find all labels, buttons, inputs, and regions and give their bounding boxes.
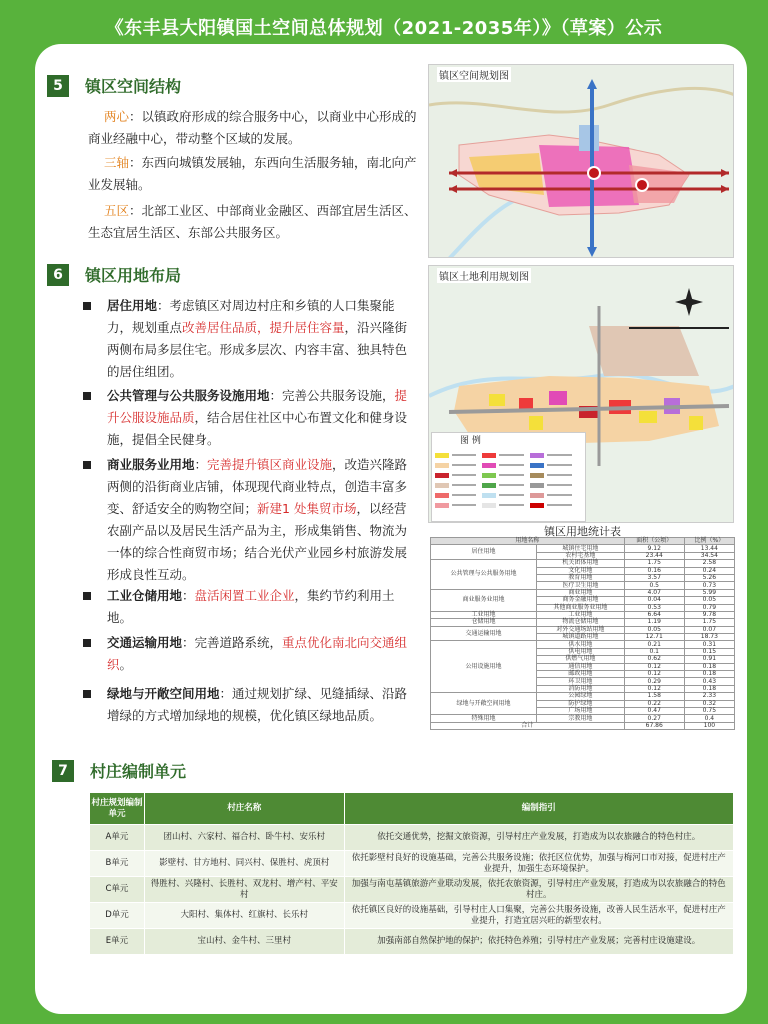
bullet-greenspace	[83, 683, 413, 727]
stats-row	[431, 715, 735, 722]
bullet-text: ，改造兴隆路两侧的沿街商业店铺，体现现代商业特点，创造丰富多变、舒适安全的购物空间；	[107, 457, 408, 516]
stats-row	[431, 560, 735, 567]
stats-cell-area: 23.44	[624, 552, 684, 559]
stats-cell-area: 1.58	[624, 693, 684, 700]
stats-cell-area: 12.71	[624, 634, 684, 641]
village-row	[90, 877, 734, 903]
village-cell-unit: D单元	[90, 903, 145, 929]
stats-cell-subtype: 公园绿地	[537, 693, 625, 700]
stats-cell-ratio: 2.58	[684, 560, 734, 567]
stats-cell-subtype: 广场用地	[537, 707, 625, 714]
legend-title: 图 例	[460, 436, 481, 446]
stats-cell-area: 0.04	[624, 597, 684, 604]
stats-cell-ratio: 9.78	[684, 611, 734, 618]
stats-cell-area: 0.12	[624, 671, 684, 678]
stats-cell-ratio: 0.31	[684, 641, 734, 648]
three-axes-label: 三轴	[104, 155, 130, 170]
stats-cell-subtype: 物流仓储用地	[537, 619, 625, 626]
village-cell-names: 团山村、六家村、福合村、卧牛村、安乐村	[144, 825, 344, 851]
bullet-text: ，沿兴隆街两侧布局多层住宅。形成多层次、内容丰富、独具特色的居住组团。	[107, 320, 408, 379]
stats-header-row	[431, 538, 735, 545]
map-legend	[431, 432, 586, 522]
stats-row	[431, 693, 735, 700]
bullet-square	[83, 461, 91, 469]
stats-cell-ratio: 0.43	[684, 678, 734, 685]
bullet-highlight: 盘活闲置工业企业	[194, 588, 295, 603]
section5-number: 5	[47, 75, 69, 97]
bullet-square	[83, 639, 91, 647]
stats-cell-ratio: 0.91	[684, 656, 734, 663]
stats-cell-ratio: 0.07	[684, 626, 734, 633]
stats-cell-category: 仓储用地	[431, 619, 537, 626]
stats-cell-category: 公共管理与公共服务用地	[431, 560, 537, 590]
stats-cell-area: 0.29	[624, 678, 684, 685]
stats-cell-area: 9.12	[624, 545, 684, 552]
section5-header	[47, 74, 181, 97]
stats-cell-area: 0.1	[624, 648, 684, 655]
stats-cell-ratio: 100	[684, 722, 734, 729]
stats-cell-area: 0.5	[624, 582, 684, 589]
stats-cell-ratio: 0.05	[684, 597, 734, 604]
stats-cell-area: 4.07	[624, 589, 684, 596]
bullet-text: ：完善道路系统，	[182, 635, 283, 650]
section7-header	[52, 759, 186, 782]
spatial-structure-map-graphic	[429, 65, 734, 258]
section5-title: 镇区空间结构	[85, 77, 182, 96]
stats-cell-subtype: 供电用地	[537, 648, 625, 655]
village-header-name: 村庄名称	[144, 793, 344, 825]
stats-cell-area: 3.57	[624, 574, 684, 581]
stats-title: 镇区用地统计表	[544, 525, 621, 538]
section5-para-1	[88, 106, 418, 150]
stats-cell-subtype: 教育用地	[537, 574, 625, 581]
bullet-commercial	[83, 454, 413, 586]
stats-cell-area: 0.12	[624, 663, 684, 670]
stats-cell-area: 6.64	[624, 611, 684, 618]
stats-cell-subtype: 供水用地	[537, 641, 625, 648]
stats-cell-area: 0.12	[624, 685, 684, 692]
section5-para-3	[88, 200, 418, 244]
bullet-label: 绿地与开敞空间用地	[107, 686, 220, 701]
village-cell-guide: 加强南部自然保护地的保护；依托特色养殖；引导村庄产业发展；完善村庄设施建设。	[344, 929, 733, 955]
stats-cell-subtype: 文化用地	[537, 567, 625, 574]
bullet-text: ：	[194, 457, 208, 472]
stats-cell-category: 合计	[431, 722, 625, 729]
five-zones-text: ：北部工业区、中部商业金融区、西部宜居生活区、生态宜居生活区、东部公共服务区。	[88, 203, 417, 240]
section7-title: 村庄编制单元	[90, 762, 187, 781]
village-cell-names: 得胜村、兴隆村、长胜村、双龙村、增产村、平安村	[144, 877, 344, 903]
village-unit-table	[89, 792, 734, 955]
stats-cell-subtype: 城镇住宅用地	[537, 545, 625, 552]
bullet-label: 交通运输用地	[107, 635, 183, 650]
bullet-highlight: 完善提升镇区商业设施	[207, 457, 333, 472]
stats-cell-area: 0.16	[624, 567, 684, 574]
village-cell-names: 宝山村、金牛村、三里村	[144, 929, 344, 955]
bullet-highlight: 改善居住品质，提升居住容量	[182, 320, 345, 335]
stats-cell-category: 公用设施用地	[431, 641, 537, 693]
legend-swatches	[432, 445, 587, 523]
stats-header-area: 面积（公顷）	[624, 538, 684, 545]
stats-cell-area: 0.27	[624, 715, 684, 722]
stats-cell-subtype: 商业用地	[537, 589, 625, 596]
stats-cell-ratio: 13.44	[684, 545, 734, 552]
village-row	[90, 825, 734, 851]
bullet-highlight: 提升公服设施品质	[107, 388, 408, 425]
stats-cell-subtype: 医疗卫生用地	[537, 582, 625, 589]
stats-cell-category: 绿地与开敞空间用地	[431, 693, 537, 715]
stats-cell-ratio: 34.54	[684, 552, 734, 559]
village-header-row	[90, 793, 734, 825]
stats-cell-ratio: 0.79	[684, 604, 734, 611]
village-cell-names: 大阳村、集体村、红旗村、长乐村	[144, 903, 344, 929]
bullet-label: 工业仓储用地	[107, 588, 183, 603]
stats-cell-ratio: 18.73	[684, 634, 734, 641]
bullet-text: ，以经营农副产品以及居民生活产品为主，形成集销售、物流为一体的综合性商贸市场；结合光伏产业园乡村旅游发展形成良性互动。	[107, 501, 408, 582]
stats-cell-subtype: 消防用地	[537, 685, 625, 692]
bullet-square	[83, 302, 91, 310]
stats-cell-subtype: 机关团体用地	[537, 560, 625, 567]
bullet-residential	[83, 295, 413, 383]
stats-cell-area: 1.19	[624, 619, 684, 626]
stats-cell-ratio: 1.75	[684, 619, 734, 626]
stats-cell-category: 特殊用地	[431, 715, 537, 722]
village-header-unit: 村庄规划编制单元	[90, 793, 145, 825]
stats-cell-ratio: 0.4	[684, 715, 734, 722]
village-cell-guide: 依托影壁村良好的设施基础，完善公共服务设施；依托区位优势，加强与梅河口市对接，促进村庄产业提升，加强生态环境保护。	[344, 851, 733, 877]
stats-cell-ratio: 0.18	[684, 685, 734, 692]
stats-cell-ratio: 2.33	[684, 693, 734, 700]
stats-cell-area: 0.47	[624, 707, 684, 714]
bullet-text: ，结合居住社区中心布置文化和健身设施，提倡全民健身。	[107, 410, 408, 447]
stats-cell-area: 1.75	[624, 560, 684, 567]
village-header-guide: 编制指引	[344, 793, 733, 825]
stats-cell-subtype: 其他商业服务业用地	[537, 604, 625, 611]
village-row	[90, 903, 734, 929]
stats-cell-ratio: 0.75	[684, 707, 734, 714]
spatial-map-label: 镇区空间规划图	[437, 67, 511, 82]
stats-cell-subtype: 商务金融用地	[537, 597, 625, 604]
stats-cell-area: 0.62	[624, 656, 684, 663]
section7-number: 7	[52, 760, 74, 782]
village-cell-guide: 加强与南屯基镇旅游产业联动发展，依托农旅资源，引导村庄产业发展，打造成为以农旅融合的特色村庄。	[344, 877, 733, 903]
section6-title: 镇区用地布局	[85, 266, 182, 285]
village-row	[90, 851, 734, 877]
stats-cell-subtype: 通信用地	[537, 663, 625, 670]
five-zones-label: 五区	[104, 203, 130, 218]
stats-header-ratio: 比例（%）	[684, 538, 734, 545]
bullet-square	[83, 592, 91, 600]
stats-cell-subtype: 环卫用地	[537, 678, 625, 685]
village-cell-unit: B单元	[90, 851, 145, 877]
stats-cell-ratio: 0.32	[684, 700, 734, 707]
stats-cell-subtype: 对外交通场站用地	[537, 626, 625, 633]
village-cell-unit: E单元	[90, 929, 145, 955]
bullet-label: 居住用地	[107, 298, 158, 313]
stats-cell-ratio: 0.18	[684, 663, 734, 670]
stats-cell-area: 0.22	[624, 700, 684, 707]
bullet-text: ，集约节约利用土地。	[107, 588, 395, 625]
spatial-structure-map	[428, 64, 734, 258]
bullet-highlight: 新建1 处集贸市场	[257, 501, 357, 516]
stats-row	[431, 722, 735, 729]
stats-cell-area: 67.86	[624, 722, 684, 729]
bullet-public-service	[83, 385, 413, 451]
bullet-industrial	[83, 585, 413, 629]
stats-cell-ratio: 5.26	[684, 574, 734, 581]
bullet-square	[83, 392, 91, 400]
section6-number: 6	[47, 264, 69, 286]
bullet-text: ：考虑镇区对周边村庄和乡镇的人口集聚能力，规划重点	[107, 298, 395, 335]
bullet-label: 公共管理与公共服务设施用地	[107, 388, 270, 403]
village-cell-unit: C单元	[90, 877, 145, 903]
two-centers-text: ：以镇政府形成的综合服务中心，以商业中心形成的商业经融中心，带动整个区域的发展。	[88, 109, 417, 146]
village-row	[90, 929, 734, 955]
stats-header-name: 用地名称	[431, 538, 625, 545]
stats-cell-ratio: 0.24	[684, 567, 734, 574]
stats-cell-ratio: 0.15	[684, 648, 734, 655]
three-axes-text: ：东西向城镇发展轴，东西向生活服务轴，南北向产业发展轴。	[88, 155, 417, 192]
bullet-transport	[83, 632, 413, 676]
bullet-square	[83, 690, 91, 698]
stats-cell-area: 0.05	[624, 626, 684, 633]
bullet-text: 。	[119, 657, 133, 672]
bullet-highlight: 重点优化南北向交通组织	[107, 635, 408, 672]
stats-cell-area: 0.53	[624, 604, 684, 611]
village-cell-names: 影壁村、甘方地村、同兴村、保胜村、虎顶村	[144, 851, 344, 877]
land-use-map-label: 镇区土地利用规划图	[437, 268, 531, 283]
stats-cell-category: 交通运输用地	[431, 626, 537, 641]
stats-cell-category: 商业服务业用地	[431, 589, 537, 611]
section6-header	[47, 263, 181, 286]
stats-cell-subtype: 宗教用地	[537, 715, 625, 722]
village-cell-guide: 依托交通优势，挖掘文旅资源，引导村庄产业发展，打造成为以农旅融合的特色村庄。	[344, 825, 733, 851]
stats-cell-category: 居住用地	[431, 545, 537, 560]
stats-cell-subtype: 供燃气用地	[537, 656, 625, 663]
village-cell-unit: A单元	[90, 825, 145, 851]
stats-cell-subtype: 农村宅基地	[537, 552, 625, 559]
page-title: 《东丰县大阳镇国土空间总体规划（2021-2035年）》（草案）公示	[105, 18, 663, 39]
stats-cell-area: 0.21	[624, 641, 684, 648]
stats-cell-subtype: 工业用地	[537, 611, 625, 618]
stats-cell-subtype: 邮政用地	[537, 671, 625, 678]
stats-cell-subtype: 防护绿地	[537, 700, 625, 707]
stats-cell-ratio: 5.99	[684, 589, 734, 596]
land-use-stats-table	[430, 537, 735, 730]
stats-cell-subtype: 城镇道路用地	[537, 634, 625, 641]
bullet-text: ：	[182, 588, 195, 603]
bullet-text: ：完善公共服务设施，	[269, 388, 395, 403]
section5-para-2	[88, 152, 418, 196]
stats-cell-ratio: 0.73	[684, 582, 734, 589]
bullet-label: 商业服务业用地	[107, 457, 195, 472]
village-cell-guide: 依托镇区良好的设施基础，引导村庄人口集聚，完善公共服务设施，改善人民生活水平，促进村庄产业提升，打造宜居兴旺的新型农村。	[344, 903, 733, 929]
two-centers-label: 两心	[104, 109, 130, 124]
stats-cell-ratio: 0.18	[684, 671, 734, 678]
stats-cell-category: 工业用地	[431, 611, 537, 618]
bullet-text: ：通过规划扩绿、见缝插绿、沿路增绿的方式增加绿地的规模，优化镇区绿地品质。	[107, 686, 408, 723]
